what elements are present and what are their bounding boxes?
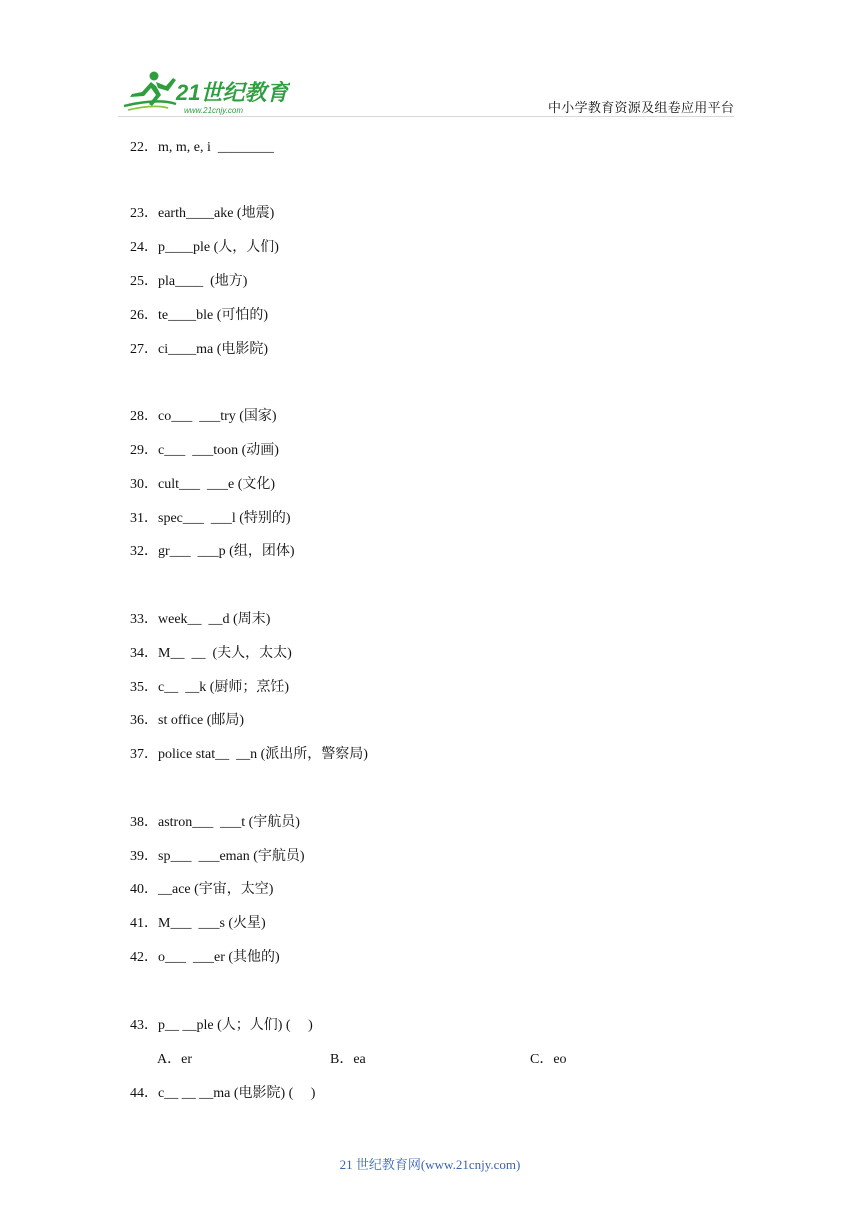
option-c: C．eo [530, 1052, 567, 1067]
logo-url: www.21cnjy.com [184, 106, 243, 115]
question-27: 27．ci____ma (电影院) [130, 342, 269, 357]
question-39: 39．sp___ ___eman (宇航员) [130, 849, 305, 864]
question-31: 31．spec___ ___l (特别的) [130, 511, 291, 526]
question-30: 30．cult___ ___e (文化) [130, 477, 276, 492]
logo-wordmark: 21世纪教育 [176, 80, 289, 105]
question-23: 23．earth____ake (地震) [130, 206, 275, 221]
question-25: 25．pla____ (地方) [130, 274, 248, 289]
platform-name: 中小学教育资源及组卷应用平台 [548, 100, 735, 115]
question-38: 38．astron___ ___t (宇航员) [130, 815, 300, 830]
option-a: A．er [157, 1052, 192, 1067]
footer-link[interactable]: 21 世纪教育网(www.21cnjy.com) [339, 1157, 521, 1172]
page-header [0, 0, 860, 130]
question-32: 32．gr___ ___p (组，团体) [130, 544, 295, 559]
question-29: 29．c___ ___toon (动画) [130, 443, 279, 458]
question-22: 22．m, m, e, i ________ [130, 140, 274, 155]
question-26: 26．te____ble (可怕的) [130, 308, 269, 323]
option-b: B．ea [330, 1052, 366, 1067]
question-28: 28．co___ ___try (国家) [130, 409, 277, 424]
question-44: 44．c__ __ __ma (电影院) ( ) [130, 1086, 316, 1101]
question-34: 34．M__ __ (夫人，太太) [130, 646, 292, 661]
question-42: 42．o___ ___er (其他的) [130, 950, 280, 965]
header-divider [118, 116, 734, 117]
question-43: 43．p__ __ple (人；人们) ( ) [130, 1018, 313, 1033]
logo-graphic [118, 68, 290, 118]
site-logo [118, 68, 290, 118]
question-40: 40．__ace (宇宙，太空) [130, 882, 274, 897]
question-24: 24．p____ple (人，人们) [130, 240, 279, 255]
question-36: 36．st office (邮局) [130, 713, 245, 728]
question-33: 33．week__ __d (周末) [130, 612, 271, 627]
question-41: 41．M___ ___s (火星) [130, 916, 266, 931]
question-37: 37．police stat__ __n (派出所，警察局) [130, 747, 368, 762]
question-35: 35．c__ __k (厨师；烹饪) [130, 680, 290, 695]
